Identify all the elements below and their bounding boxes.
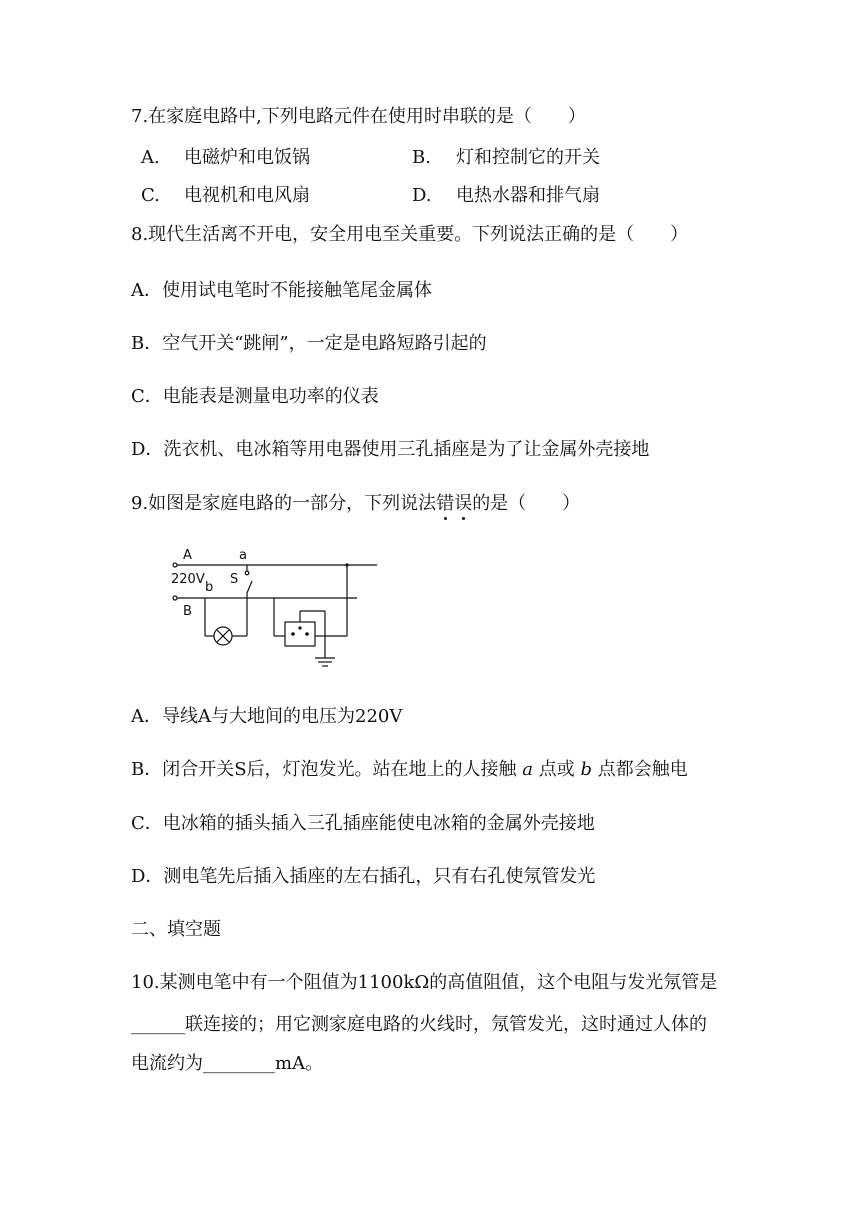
q9-option-b-mid: 点或 <box>533 759 581 780</box>
q9-option-d: D．测电笔先后插入插座的左右插孔，只有右孔使氖管发光 <box>131 866 596 887</box>
label-a-point: a <box>239 548 247 563</box>
q10-line-1: 10.某测电笔中有一个阻值为1100kΩ的高值阻值，这个电阻与发光氖管是 <box>131 972 718 993</box>
q7-option-a-text: 电磁炉和电饭锅 <box>184 147 310 168</box>
q9-option-b-pre: B．闭合开关S后，灯泡发光。站在地上的人接触 <box>131 759 523 780</box>
label-switch-s: S <box>230 572 239 587</box>
q9-option-b <box>131 758 688 782</box>
q8-option-a: A．使用试电笔时不能接触笔尾金属体 <box>131 280 432 301</box>
q9-option-b-point-b: b <box>580 759 592 780</box>
q7-option-d-text: 电热水器和排气扇 <box>456 185 600 206</box>
q7-option-c-text: 电视机和电风扇 <box>184 185 310 206</box>
terminal-b <box>173 596 177 600</box>
q7-option-b-text: 灯和控制它的开关 <box>456 147 600 168</box>
q7-option-b-key: B. <box>412 147 431 168</box>
q9-option-a: A．导线A与大地间的电压为220V <box>131 706 403 727</box>
label-220v: 220V <box>171 572 205 587</box>
q10-line-3: 电流约为________mA。 <box>131 1053 324 1074</box>
q8-option-d: D．洗衣机、电冰箱等用电器使用三孔插座是为了让金属外壳接地 <box>131 439 650 460</box>
q7-option-d-key: D. <box>412 185 432 206</box>
q8-option-b: B．空气开关“跳闸”，一定是电路短路引起的 <box>131 333 487 354</box>
label-a: A <box>183 548 192 563</box>
q8-stem: 8.现代生活离不开电，安全用电至关重要。下列说法正确的是（ ） <box>131 224 689 245</box>
q9-stem-post: 的是（ ） <box>472 493 581 514</box>
q10-line-2: ______联连接的；用它测家庭电路的火线时，氖管发光，这时通过人体的 <box>131 1014 707 1035</box>
q9-emphasis-cuo: 错 <box>436 493 455 514</box>
q9-option-b-post: 点都会触电 <box>592 759 688 780</box>
terminal-a <box>173 563 177 567</box>
q9-stem-pre: 9.如图是家庭电路的一部分，下列说法 <box>131 493 437 514</box>
q7-stem: 7.在家庭电路中,下列电路元件在使用时串联的是（ ） <box>131 106 586 127</box>
q7-option-c-key: C. <box>141 185 160 206</box>
label-b-point: b <box>205 580 214 595</box>
section-heading: 二、填空题 <box>131 919 221 940</box>
q8-option-c: C．电能表是测量电功率的仪表 <box>131 386 379 407</box>
q9-option-c: C．电冰箱的插头插入三孔插座能使电冰箱的金属外壳接地 <box>131 813 595 834</box>
q9-option-b-point-a: a <box>522 759 534 780</box>
socket-icon <box>285 622 315 646</box>
switch-s-icon <box>247 581 252 593</box>
label-b-terminal: B <box>183 604 192 619</box>
q7-option-a-key: A. <box>141 147 160 168</box>
q9-emphasis-wu: 误 <box>454 493 473 514</box>
q9-stem <box>131 492 580 516</box>
circuit-diagram <box>165 543 385 668</box>
